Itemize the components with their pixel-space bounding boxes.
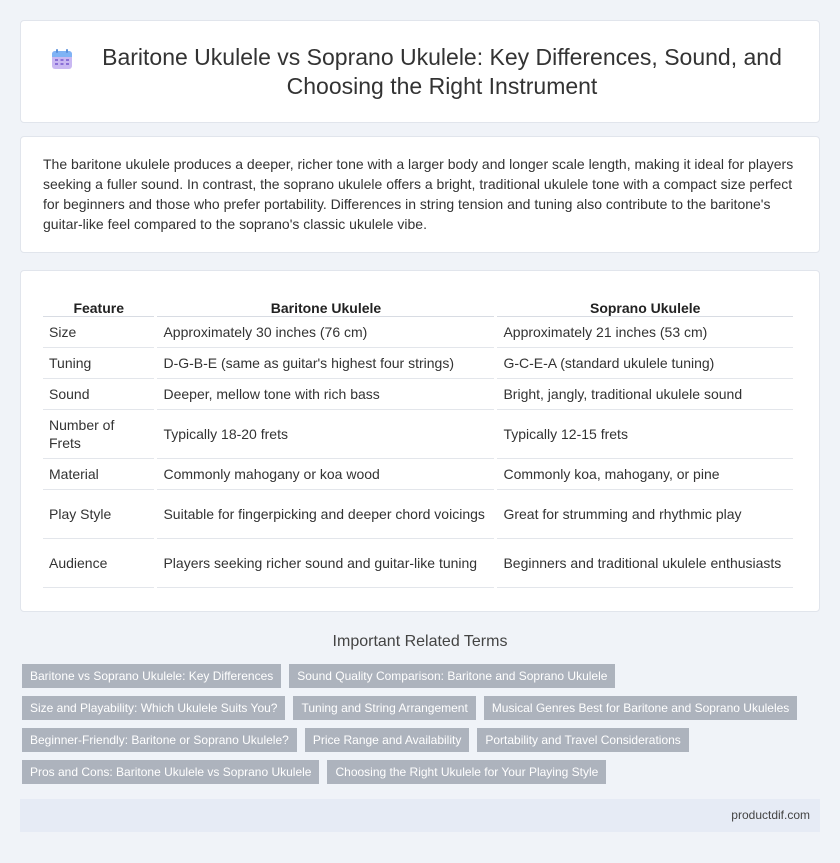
feature-cell: Size — [43, 317, 154, 348]
soprano-cell: Great for strumming and rhythmic play — [497, 490, 793, 539]
soprano-cell: Bright, jangly, traditional ukulele sound — [497, 379, 793, 410]
comparison-table-card — [20, 270, 820, 612]
feature-cell: Audience — [43, 539, 154, 588]
footer — [20, 799, 820, 832]
baritone-cell: Players seeking richer sound and guitar-like tuning — [157, 539, 494, 588]
baritone-cell: Deeper, mellow tone with rich bass — [157, 379, 494, 410]
related-term-tag[interactable]: Baritone vs Soprano Ukulele: Key Differences — [22, 664, 281, 688]
table-row — [43, 348, 793, 379]
baritone-cell: Commonly mahogany or koa wood — [157, 459, 494, 490]
table-row — [43, 410, 793, 459]
related-term-tag[interactable]: Price Range and Availability — [305, 728, 470, 752]
related-term-tag[interactable]: Choosing the Right Ukulele for Your Playing Style — [327, 760, 606, 784]
related-term-tag[interactable]: Pros and Cons: Baritone Ukulele vs Soprano Ukulele — [22, 760, 319, 784]
related-term-tag[interactable]: Tuning and String Arrangement — [293, 696, 475, 720]
related-term-tag[interactable]: Sound Quality Comparison: Baritone and Soprano Ukulele — [289, 664, 615, 688]
related-terms-title: Important Related Terms — [332, 633, 508, 650]
feature-cell: Number of Frets — [43, 410, 154, 459]
soprano-cell: Typically 12-15 frets — [497, 410, 793, 459]
table-header-row — [43, 295, 793, 317]
intro-paragraph: The baritone ukulele produces a deeper, richer tone with a larger body and longer scale length, making it ideal for players seeking a fuller sound. In contrast, the soprano ukulele offers a bright, traditional ukulele tone with a compact size perfect for beginners and those who prefer portability. Differences in string tension and tuning also contribute to the baritone's guitar-like feel compared to the soprano's classic ukulele vibe. — [43, 156, 794, 232]
header-soprano: Soprano Ukulele — [497, 295, 793, 317]
intro-card — [20, 136, 820, 253]
soprano-cell: Commonly koa, mahogany, or pine — [497, 459, 793, 490]
baritone-cell: Suitable for fingerpicking and deeper chord voicings — [157, 490, 494, 539]
header-baritone: Baritone Ukulele — [157, 295, 494, 317]
comparison-table — [40, 295, 796, 588]
related-terms-list — [22, 664, 812, 792]
feature-cell: Sound — [43, 379, 154, 410]
table-row — [43, 379, 793, 410]
calendar-icon — [51, 48, 73, 70]
table-row — [43, 539, 793, 588]
baritone-cell: D-G-B-E (same as guitar's highest four strings) — [157, 348, 494, 379]
soprano-cell: G-C-E-A (standard ukulele tuning) — [497, 348, 793, 379]
header-feature: Feature — [43, 295, 154, 317]
baritone-cell: Approximately 30 inches (76 cm) — [157, 317, 494, 348]
feature-cell: Material — [43, 459, 154, 490]
feature-cell: Play Style — [43, 490, 154, 539]
related-term-tag[interactable]: Beginner-Friendly: Baritone or Soprano Ukulele? — [22, 728, 297, 752]
header-card — [20, 20, 820, 123]
table-row — [43, 490, 793, 539]
table-row — [43, 317, 793, 348]
footer-site-link[interactable]: productdif.com — [731, 808, 810, 822]
baritone-cell: Typically 18-20 frets — [157, 410, 494, 459]
page-title: Baritone Ukulele vs Soprano Ukulele: Key Differences, Sound, and Choosing the Right Instrument — [102, 43, 782, 99]
soprano-cell: Approximately 21 inches (53 cm) — [497, 317, 793, 348]
soprano-cell: Beginners and traditional ukulele enthusiasts — [497, 539, 793, 588]
table-row — [43, 459, 793, 490]
related-term-tag[interactable]: Portability and Travel Considerations — [477, 728, 688, 752]
feature-cell: Tuning — [43, 348, 154, 379]
related-term-tag[interactable]: Size and Playability: Which Ukulele Suits You? — [22, 696, 285, 720]
related-term-tag[interactable]: Musical Genres Best for Baritone and Soprano Ukuleles — [484, 696, 798, 720]
